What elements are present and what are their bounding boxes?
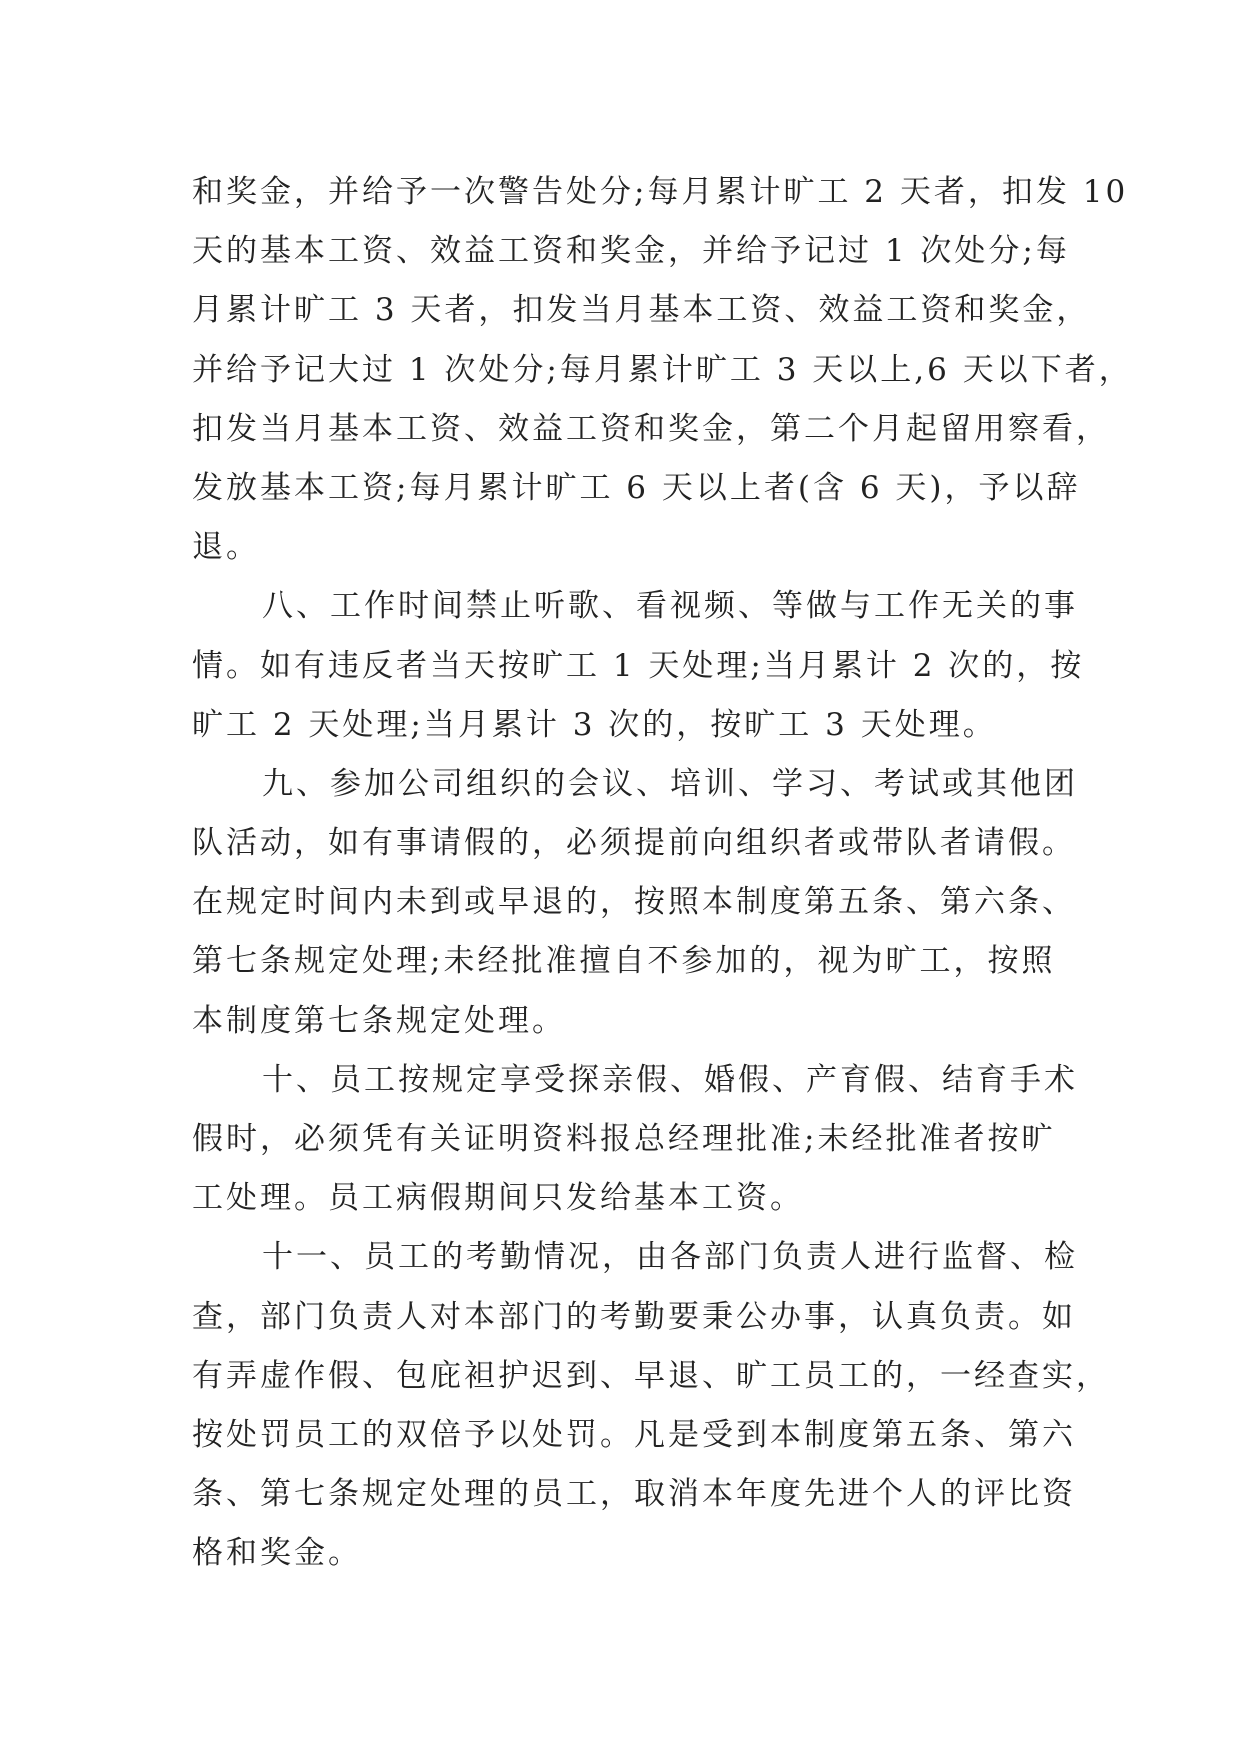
text-line: 情。如有违反者当天按旷工 1 天处理;当月累计 2 次的，按 — [192, 647, 1085, 684]
text-line: 天的基本工资、效益工资和奖金，并给予记过 1 次处分;每 — [192, 233, 1070, 270]
text-line: 队活动，如有事请假的，必须提前向组织者或带队者请假。 — [192, 825, 1076, 862]
text-line: 和奖金，并给予一次警告处分;每月累计旷工 2 天者，扣发 10 — [192, 174, 1129, 210]
text-line: 条、第七条规定处理的员工，取消本年度先进个人的评比资 — [192, 1476, 1076, 1513]
text-line: 有弄虚作假、包庇袒护迟到、早退、旷工员工的，一经查实， — [192, 1357, 1110, 1394]
text-line: 按处罚员工的双倍予以处罚。凡是受到本制度第五条、第六 — [192, 1416, 1076, 1453]
paragraph-start-line: 九、参加公司组织的会议、培训、学习、考试或其他团 — [262, 765, 1078, 802]
text-line: 格和奖金。 — [192, 1535, 362, 1572]
text-line: 退。 — [192, 529, 260, 566]
paragraph-start-line: 八、工作时间禁止听歌、看视频、等做与工作无关的事 — [262, 588, 1078, 625]
text-line: 在规定时间内未到或早退的，按照本制度第五条、第六条、 — [192, 884, 1076, 921]
text-line: 查，部门负责人对本部门的考勤要秉公办事，认真负责。如 — [192, 1298, 1076, 1335]
text-line: 工处理。员工病假期间只发给基本工资。 — [192, 1180, 804, 1217]
text-line: 第七条规定处理;未经批准擅自不参加的，视为旷工，按照 — [192, 943, 1056, 980]
text-line: 扣发当月基本工资、效益工资和奖金，第二个月起留用察看， — [192, 410, 1110, 447]
paragraph-start-line: 十、员工按规定享受探亲假、婚假、产育假、结育手术 — [262, 1061, 1078, 1098]
document-body — [192, 163, 1133, 1584]
text-line: 月累计旷工 3 天者，扣发当月基本工资、效益工资和奖金， — [192, 292, 1091, 329]
text-line: 本制度第七条规定处理。 — [192, 1002, 566, 1039]
text-line: 并给予记大过 1 次处分;每月累计旷工 3 天以上,6 天以下者， — [192, 351, 1133, 388]
text-line: 发放基本工资;每月累计旷工 6 天以上者(含 6 天)，予以辞 — [192, 469, 1081, 506]
paragraph-start-line: 十一、员工的考勤情况，由各部门负责人进行监督、检 — [262, 1239, 1078, 1276]
text-line: 假时，必须凭有关证明资料报总经理批准;未经批准者按旷 — [192, 1121, 1056, 1157]
text-line: 旷工 2 天处理;当月累计 3 次的，按旷工 3 天处理。 — [192, 706, 997, 743]
